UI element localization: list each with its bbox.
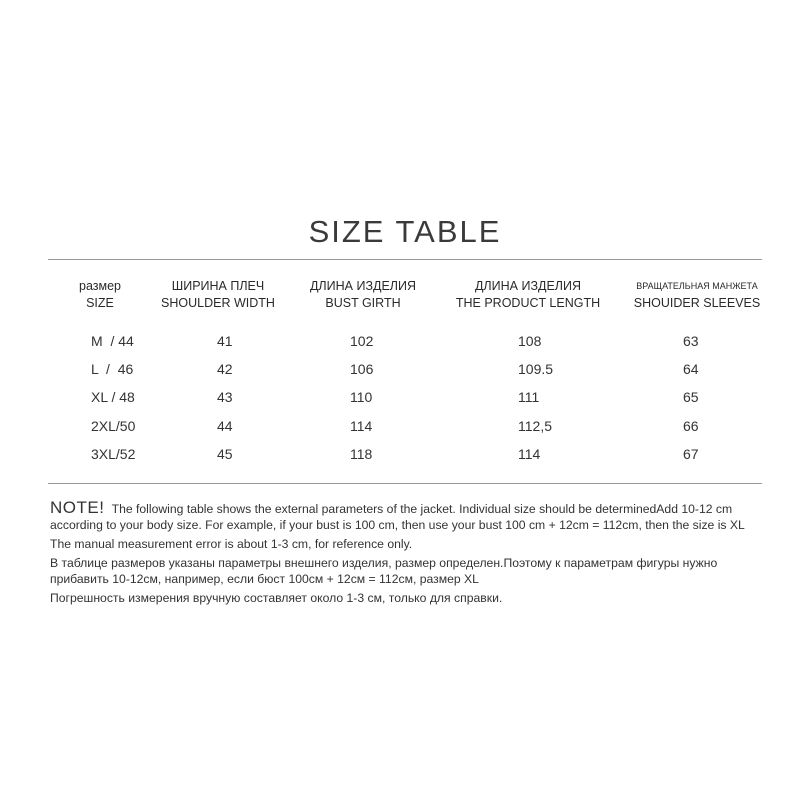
column-header-sleeves-ru: ВРАЩАТЕЛЬНАЯ МАНЖЕТА [636, 281, 758, 291]
column-header-sleeves [622, 278, 772, 312]
table-cell-bust: 118 [350, 446, 373, 462]
table-cell-size: 2XL/50 [91, 418, 136, 434]
table-cell-sleeves: 67 [683, 446, 699, 462]
table-cell-bust: 114 [350, 418, 373, 434]
table-bottom-divider [48, 483, 762, 484]
column-header-shoulder-width [150, 278, 286, 312]
table-cell-size: L / 46 [91, 361, 134, 377]
column-header-bust-girth [296, 278, 430, 312]
table-cell-shoulder: 45 [217, 446, 233, 462]
column-header-bust-ru: ДЛИНА ИЗДЕЛИЯ [309, 279, 417, 293]
column-header-size-en: SIZE [86, 296, 114, 310]
note-english-text: The following table shows the external parameters of the jacket. Individual size should be determinedAdd 10-12 cm according to your body size. For example, if your bust is 100 cm, then use your bust 100 cm + 12cm = 112cm, then the size is XL [50, 502, 745, 532]
table-cell-bust: 110 [350, 389, 373, 405]
table-cell-sleeves: 63 [683, 333, 699, 349]
column-header-size [60, 278, 140, 312]
table-cell-shoulder: 41 [217, 333, 233, 349]
table-cell-bust: 106 [350, 361, 374, 377]
column-header-sleeves-en: SHOUIDER SLEEVES [633, 296, 761, 310]
table-cell-sleeves: 66 [683, 418, 699, 434]
column-header-shoulder-ru: ШИРИНА ПЛЕЧ [171, 279, 265, 293]
table-cell-length: 108 [518, 333, 542, 349]
table-cell-size: M / 44 [91, 333, 134, 349]
note-english-main [50, 500, 770, 533]
column-header-bust-en: BUST GIRTH [325, 296, 401, 310]
column-header-product-length [448, 278, 608, 312]
note-russian-main: В таблице размеров указаны параметры внешнего изделия, размер определен.Поэтому к параметрам фигуры нужно прибавить 10-12см, например, если бюст 100см + 12см = 112см, размер XL [50, 556, 718, 586]
table-cell-shoulder: 44 [217, 418, 233, 434]
table-cell-length: 114 [518, 446, 541, 462]
table-top-divider [48, 259, 762, 260]
table-cell-size: XL / 48 [91, 389, 135, 405]
note-english-error: The manual measurement error is about 1-3 cm, for reference only. [50, 537, 413, 551]
table-cell-sleeves: 64 [683, 361, 699, 377]
table-cell-length: 109.5 [518, 361, 554, 377]
table-cell-shoulder: 42 [217, 361, 233, 377]
table-cell-size: 3XL/52 [91, 446, 136, 462]
column-header-shoulder-en: SHOULDER WIDTH [161, 296, 275, 310]
notes-section [50, 500, 770, 606]
table-cell-length: 112,5 [518, 418, 552, 434]
note-russian-error: Погрешность измерения вручную составляет около 1-3 см, только для справки. [50, 591, 503, 605]
table-cell-sleeves: 65 [683, 389, 699, 405]
column-header-size-ru: размер [79, 279, 121, 293]
table-cell-shoulder: 43 [217, 389, 233, 405]
table-cell-length: 111 [518, 389, 540, 405]
table-cell-bust: 102 [350, 333, 374, 349]
page-title: SIZE TABLE [308, 214, 502, 249]
column-header-length-ru: ДЛИНА ИЗДЕЛИЯ [474, 279, 582, 293]
note-heading: NOTE! [50, 498, 105, 517]
column-header-length-en: THE PRODUCT LENGTH [455, 296, 601, 310]
